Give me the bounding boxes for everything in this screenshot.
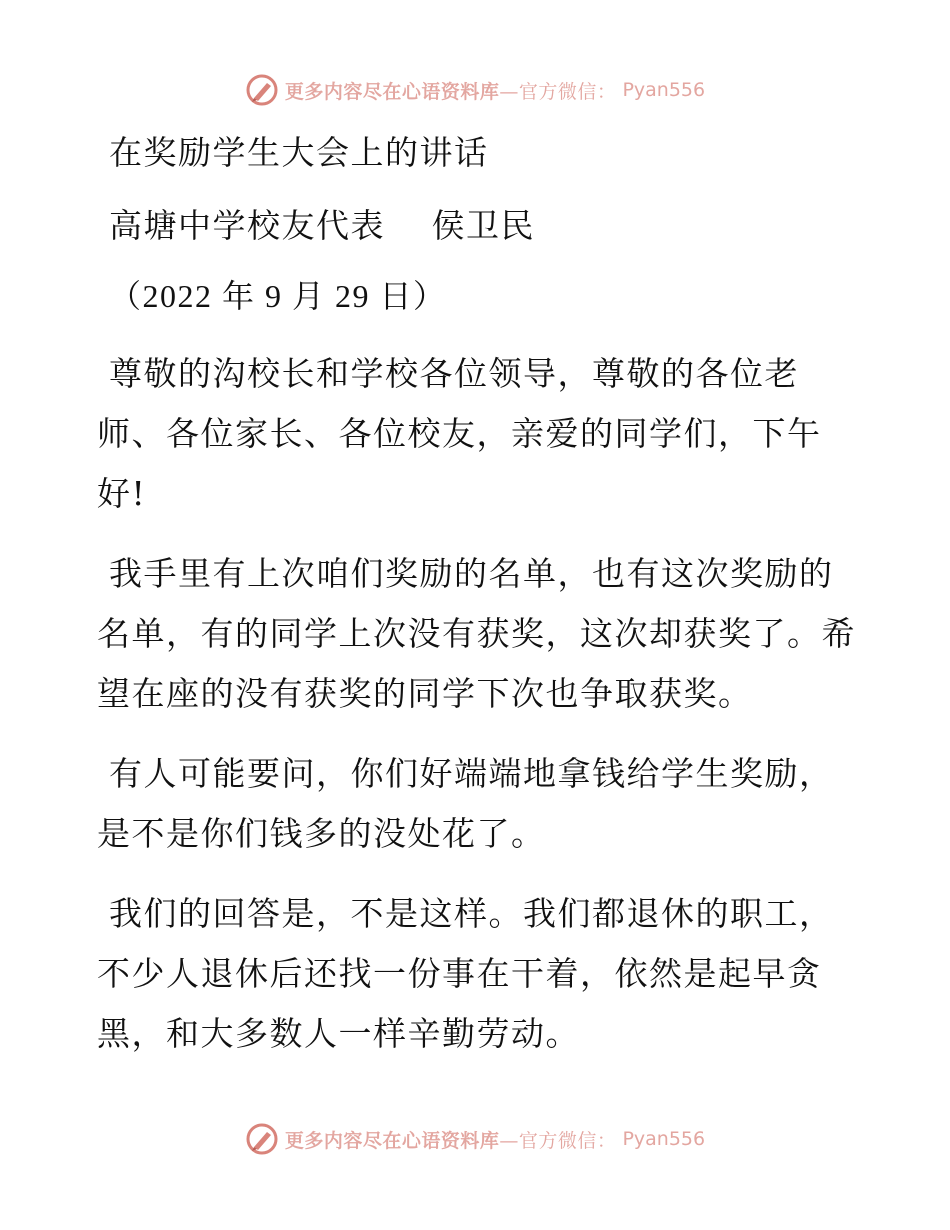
paragraph-line: 我手里有上次咱们奖励的名单，也有这次奖励的	[109, 554, 834, 593]
header-watermark	[0, 70, 950, 110]
watermark-text: 更多内容尽在心语资料库—官方微信：	[284, 1129, 617, 1152]
paragraph	[97, 344, 857, 524]
document-date: （2022 年 9 月 29 日）	[109, 278, 447, 314]
paragraph-line: 有人可能要问，你们好端端地拿钱给学生奖励，	[109, 754, 834, 793]
paragraph-line: 是不是你们钱多的没处花了。	[97, 814, 546, 853]
paragraph-line: 尊敬的沟校长和学校各位领导，尊敬的各位老	[109, 354, 799, 393]
paragraph-line: 望在座的没有获奖的同学下次也争取获奖。	[97, 674, 753, 713]
document-body	[97, 125, 857, 1064]
paragraph-line: 好!	[97, 474, 147, 513]
watermark-wechat-id: Pyan556	[622, 79, 706, 101]
paragraph-line: 师、各位家长、各位校友，亲爱的同学们，下午	[97, 414, 822, 453]
pen-logo-icon	[245, 1122, 279, 1156]
footer-watermark	[0, 1119, 950, 1159]
paragraph	[97, 884, 857, 1064]
document-title: 在奖励学生大会上的讲话	[109, 133, 489, 172]
paragraph-line: 我们的回答是，不是这样。我们都退休的职工，	[109, 894, 834, 933]
paragraph	[97, 544, 857, 724]
watermark-wechat-id: Pyan556	[622, 1128, 706, 1150]
paragraph	[97, 744, 857, 864]
watermark-text: 更多内容尽在心语资料库—官方微信：	[284, 80, 617, 103]
pen-logo-icon	[245, 73, 279, 107]
document-author: 高塘中学校友代表 侯卫民	[109, 206, 535, 245]
paragraph-line: 黑，和大多数人一样辛勤劳动。	[97, 1014, 580, 1053]
paragraph-line: 名单，有的同学上次没有获奖，这次却获奖了。希	[97, 614, 856, 653]
paragraph-line: 不少人退休后还找一份事在干着，依然是起早贪	[97, 954, 822, 993]
